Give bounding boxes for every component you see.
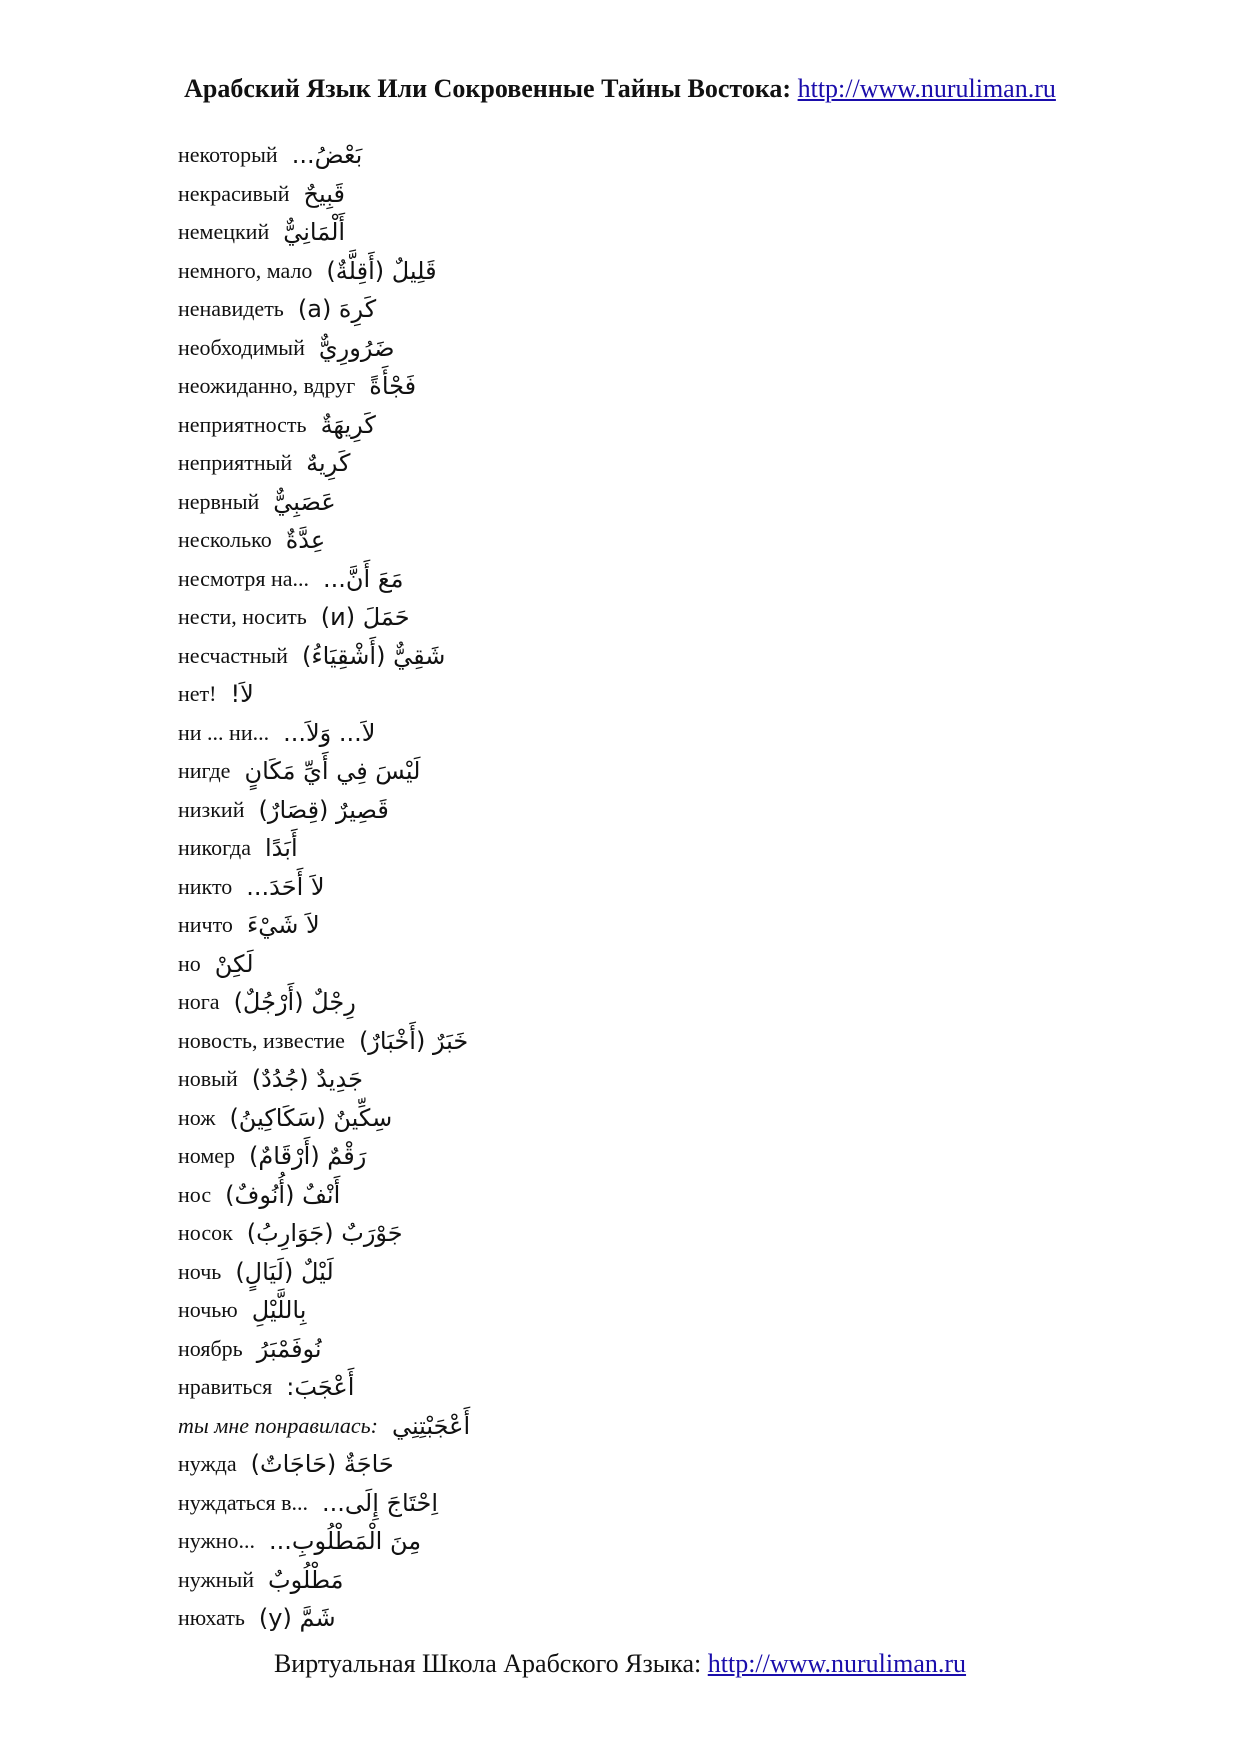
vocab-entry xyxy=(178,791,978,830)
vocab-entry xyxy=(178,1522,978,1561)
arabic-word: شَقِيٌّ (أَشْقِيَاءُ) xyxy=(301,641,446,670)
arabic-word: فَجْأَةً xyxy=(369,372,417,401)
arabic-word: مَعَ أَنَّ... xyxy=(323,564,404,593)
russian-word: нуждаться в... xyxy=(178,1489,308,1515)
vocab-entry xyxy=(178,136,978,175)
header-link[interactable]: http://www.nuruliman.ru xyxy=(797,74,1056,103)
russian-word: некрасивый xyxy=(178,180,290,206)
vocab-entry xyxy=(178,906,978,945)
arabic-word: جَوْرَبٌ (جَوَارِبُ) xyxy=(246,1219,403,1248)
arabic-word: عِدَّةٌ xyxy=(285,526,326,555)
russian-word: несмотря на... xyxy=(178,565,310,591)
russian-word: ненавидеть xyxy=(178,296,284,322)
russian-word: неприятность xyxy=(178,411,307,437)
vocab-entry xyxy=(178,1407,978,1446)
vocab-entry xyxy=(178,213,978,252)
russian-word: нужный xyxy=(178,1566,255,1592)
arabic-word: قَبِيحٌ xyxy=(303,179,345,208)
arabic-word: قَصِيرٌ (قِصَارٌ) xyxy=(258,795,389,824)
russian-word: новый xyxy=(178,1066,238,1092)
russian-word: нож xyxy=(178,1104,216,1130)
russian-word: никогда xyxy=(178,835,252,861)
russian-word: нос xyxy=(178,1181,212,1207)
vocab-entry xyxy=(178,1599,978,1638)
vocab-entry xyxy=(178,1368,978,1407)
vocab-entry xyxy=(178,444,978,483)
russian-word: нога xyxy=(178,989,220,1015)
russian-word: никто xyxy=(178,873,233,899)
arabic-word: رِجْلٌ (أَرْجُلٌ) xyxy=(233,988,356,1017)
arabic-word: أَلْمَانِيٌّ xyxy=(283,218,346,247)
russian-word: неожиданно, вдруг xyxy=(178,373,356,399)
russian-word: несчастный xyxy=(178,642,288,668)
vocab-entry xyxy=(178,1291,978,1330)
vocab-entry xyxy=(178,290,978,329)
arabic-word: أَعْجَبَ: xyxy=(286,1373,355,1402)
vocab-entry xyxy=(178,637,978,676)
arabic-word: سِكِّينٌ (سَكَاكِينُ) xyxy=(229,1103,393,1132)
arabic-word: مِنَ الْمَطْلُوبِ... xyxy=(268,1527,422,1556)
vocab-entry xyxy=(178,752,978,791)
arabic-word: حَمَلَ (и) xyxy=(320,603,410,632)
header-title: Арабский Язык Или Сокровенные Тайны Востока: xyxy=(184,74,792,103)
arabic-word: اِحْتَاجَ إِلَى... xyxy=(322,1488,439,1517)
vocab-entry xyxy=(178,829,978,868)
vocab-entry xyxy=(178,560,978,599)
vocab-entry xyxy=(178,598,978,637)
arabic-word: لاَ شَيْءَ xyxy=(246,911,320,940)
vocab-entry xyxy=(178,1214,978,1253)
russian-word: нести, носить xyxy=(178,604,307,630)
russian-word: ничто xyxy=(178,912,233,938)
russian-word: носок xyxy=(178,1220,233,1246)
vocab-entry xyxy=(178,1445,978,1484)
arabic-word: خَبَرٌ (أَخْبَارٌ) xyxy=(358,1026,469,1055)
russian-word: низкий xyxy=(178,796,245,822)
russian-word: неприятный xyxy=(178,450,293,476)
arabic-word: مَطْلُوبٌ xyxy=(268,1565,344,1594)
russian-word: нравиться xyxy=(178,1374,273,1400)
arabic-word: لاَ أَحَدَ... xyxy=(246,872,325,901)
vocab-entry xyxy=(178,1330,978,1369)
vocabulary-list xyxy=(178,136,978,1638)
arabic-word: كَرِيهٌ xyxy=(306,449,351,478)
vocab-entry xyxy=(178,483,978,522)
arabic-word: شَمَّ (у) xyxy=(258,1604,336,1633)
russian-word: нужда xyxy=(178,1451,237,1477)
russian-example: ты мне понравилась: xyxy=(178,1412,378,1438)
vocab-entry xyxy=(178,329,978,368)
russian-word: немного, мало xyxy=(178,257,313,283)
arabic-word: لاَ! xyxy=(230,680,254,709)
page-header xyxy=(0,74,1240,104)
arabic-example: أَعْجَبْتِنِي xyxy=(391,1411,471,1440)
russian-word: номер xyxy=(178,1143,236,1169)
arabic-word: لاَ... وَلاَ... xyxy=(283,718,376,747)
arabic-word: جَدِيدٌ (جُدُدٌ) xyxy=(251,1065,363,1094)
arabic-word: كَرِهَ (а) xyxy=(297,295,377,324)
vocab-entry xyxy=(178,1176,978,1215)
arabic-word: عَصَبِيٌّ xyxy=(273,487,336,516)
russian-word: новость, известие xyxy=(178,1027,345,1053)
page-footer xyxy=(0,1649,1240,1679)
arabic-word: حَاجَةٌ (حَاجَاتٌ) xyxy=(250,1450,394,1479)
vocab-entry xyxy=(178,1561,978,1600)
vocab-entry xyxy=(178,521,978,560)
vocab-entry xyxy=(178,868,978,907)
russian-word: ночь xyxy=(178,1258,222,1284)
russian-word: необходимый xyxy=(178,334,305,360)
russian-word: нужно... xyxy=(178,1528,255,1554)
arabic-word: قَلِيلٌ (أَقِلَّةٌ) xyxy=(326,256,437,285)
vocab-entry xyxy=(178,367,978,406)
arabic-word: بَعْضُ... xyxy=(291,141,363,170)
arabic-word: لَيْلٌ (لَيَالٍ) xyxy=(235,1257,334,1286)
russian-word: несколько xyxy=(178,527,272,553)
russian-word: некоторый xyxy=(178,142,278,168)
arabic-word: أَنْفٌ (أُنُوفٌ) xyxy=(225,1180,341,1209)
vocab-entry xyxy=(178,675,978,714)
vocab-entry xyxy=(178,1484,978,1523)
russian-word: ни ... ни... xyxy=(178,719,270,745)
vocab-entry xyxy=(178,714,978,753)
vocab-entry xyxy=(178,406,978,445)
arabic-word: لَكِنْ xyxy=(214,949,254,978)
vocab-entry xyxy=(178,1137,978,1176)
vocab-entry xyxy=(178,983,978,1022)
vocab-entry xyxy=(178,252,978,291)
vocab-entry xyxy=(178,1060,978,1099)
footer-link[interactable]: http://www.nuruliman.ru xyxy=(707,1649,967,1678)
russian-word: но xyxy=(178,950,201,976)
russian-word: немецкий xyxy=(178,219,270,245)
vocab-entry xyxy=(178,1022,978,1061)
russian-word: ночью xyxy=(178,1297,238,1323)
vocab-entry xyxy=(178,945,978,984)
arabic-word: نُوفَمْبَرُ xyxy=(256,1334,322,1363)
russian-word: нигде xyxy=(178,758,231,784)
russian-word: нет! xyxy=(178,681,217,707)
arabic-word: كَرِيهَةٌ xyxy=(320,410,376,439)
russian-word: нервный xyxy=(178,488,260,514)
vocab-entry xyxy=(178,1253,978,1292)
arabic-word: ضَرُورِيٌّ xyxy=(318,333,395,362)
arabic-word: رَقْمٌ (أَرْقَامٌ) xyxy=(249,1142,367,1171)
russian-word: ноябрь xyxy=(178,1335,243,1361)
vocab-entry xyxy=(178,175,978,214)
arabic-word: لَيْسَ فِي أَيِّ مَكَانٍ xyxy=(244,757,421,786)
russian-word: нюхать xyxy=(178,1605,245,1631)
arabic-word: بِاللَّيْلِ xyxy=(251,1296,307,1325)
arabic-word: أَبَدًا xyxy=(265,834,298,863)
footer-title: Виртуальная Школа Арабского Языка: xyxy=(273,1649,702,1678)
vocab-entry xyxy=(178,1099,978,1138)
